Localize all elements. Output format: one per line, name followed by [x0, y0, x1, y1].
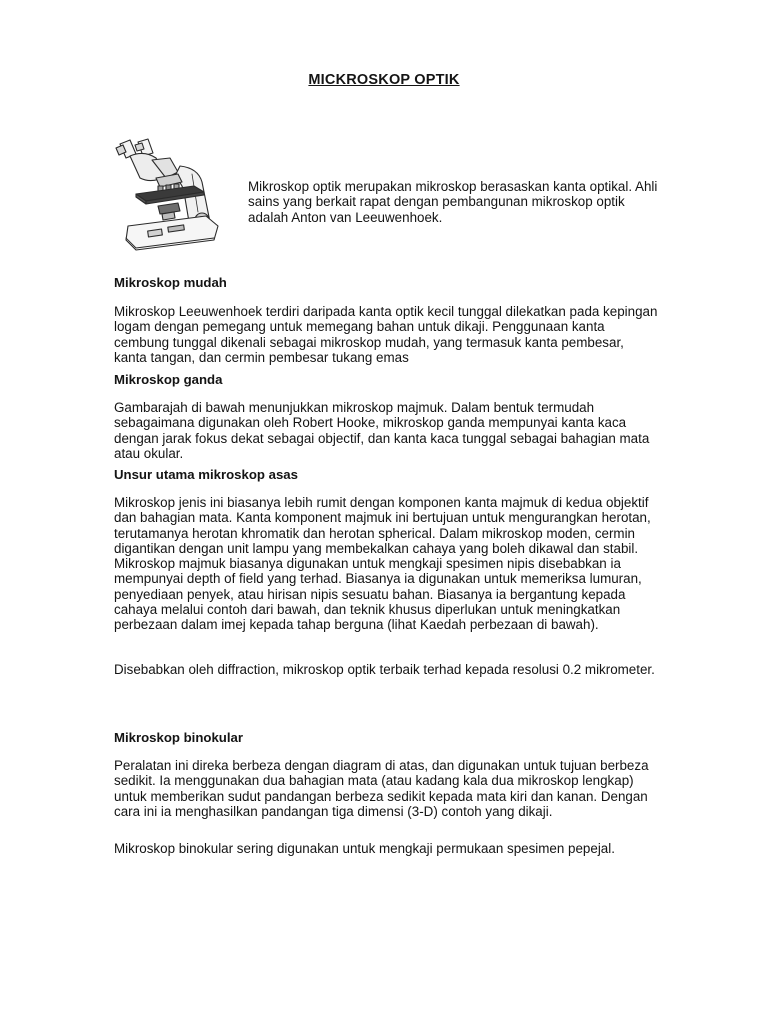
section-body	[114, 495, 660, 633]
heading-mikroskop-binokular: Mikroskop binokular	[114, 730, 243, 745]
heading-mikroskop-ganda: Mikroskop ganda	[114, 372, 223, 387]
microscope-illustration-icon	[108, 134, 226, 252]
paragraph-permukaan-spesimen: Mikroskop binokular sering digunakan untuk mengkaji permukaan spesimen pepejal.	[114, 841, 615, 856]
section-body	[114, 841, 660, 856]
paragraph-resolusi: Disebabkan oleh diffraction, mikroskop optik terbaik terhad kepada resolusi 0.2 mikrometer.	[114, 662, 655, 677]
paragraph-mikroskop-mudah: Mikroskop Leeuwenhoek terdiri daripada kanta optik kecil tunggal dilekatkan pada kepingan logam dengan pemegang untuk memegang bahan untuk dikaji. Penggunaan kanta cembung tunggal dikenali sebagai mikroskop mudah, yang termasuk kanta pembesar, kanta tangan, dan cermin pembesar tukang emas	[114, 304, 658, 365]
paragraph-mikroskop-binokular: Peralatan ini direka berbeza dengan diagram di atas, dan digunakan untuk tujuan berbeza sedikit. Ia menggunakan dua bahagian mata (atau kadang kala dua mikroskop lengkap) untuk memberikan sudut pandangan berbeza sedikit kepada mata kiri dan kanan. Dengan cara ini ia menghasilkan pandangan tiga dimensi (3-D) contoh yang dikaji.	[114, 758, 649, 819]
paragraph-mikroskop-ganda: Gambarajah di bawah menunjukkan mikroskop majmuk. Dalam bentuk termudah sebagaimana digunakan oleh Robert Hooke, mikroskop ganda mempunyai kanta kaca dengan jarak fokus dekat sebagai objectif, dan kanta kaca tunggal sebagai bahagian mata atau okular.	[114, 400, 650, 461]
heading-unsur-utama: Unsur utama mikroskop asas	[114, 467, 298, 482]
section-body	[114, 662, 660, 677]
page-title: MICKROSKOP OPTIK	[308, 72, 460, 88]
section-heading	[114, 275, 660, 291]
section-body	[114, 400, 660, 461]
heading-mikroskop-mudah: Mikroskop mudah	[114, 275, 227, 290]
section-heading	[114, 372, 660, 388]
paragraph-unsur-utama: Mikroskop jenis ini biasanya lebih rumit dengan komponen kanta majmuk di kedua objektif dan bahagian mata. Kanta komponent majmuk ini bertujuan untuk mengurangkan herotan, terutamanya herotan khromatik dan herotan spherical. Dalam mikroskop moden, cermin digantikan dengan unit lampu yang membekalkan cahaya yang boleh dikawal dan stabil. Mikroskop majmuk biasanya digunakan untuk mengkaji spesimen nipis disebabkan ia mempunyai depth of field yang terhad. Biasanya ia digunakan untuk memeriksa lumuran, penyediaan penyek, atau hirisan nipis sesuatu bahan. Biasanya ia bergantung kepada cahaya melalui contoh dari bawah, dan teknik khusus diperlukan untuk meningkatkan perbezaan dalam imej kepada tahap berguna (lihat Kaedah perbezaan di bawah).	[114, 495, 651, 633]
section-heading	[114, 730, 660, 746]
section-heading	[114, 467, 660, 483]
section-body	[114, 758, 660, 819]
intro-paragraph: Mikroskop optik merupakan mikroskop berasaskan kanta optikal. Ahli sains yang berkait rapat dengan pembangunan mikroskop optik adalah Anton van Leeuwenhoek.	[248, 179, 658, 225]
section-body	[114, 304, 660, 365]
